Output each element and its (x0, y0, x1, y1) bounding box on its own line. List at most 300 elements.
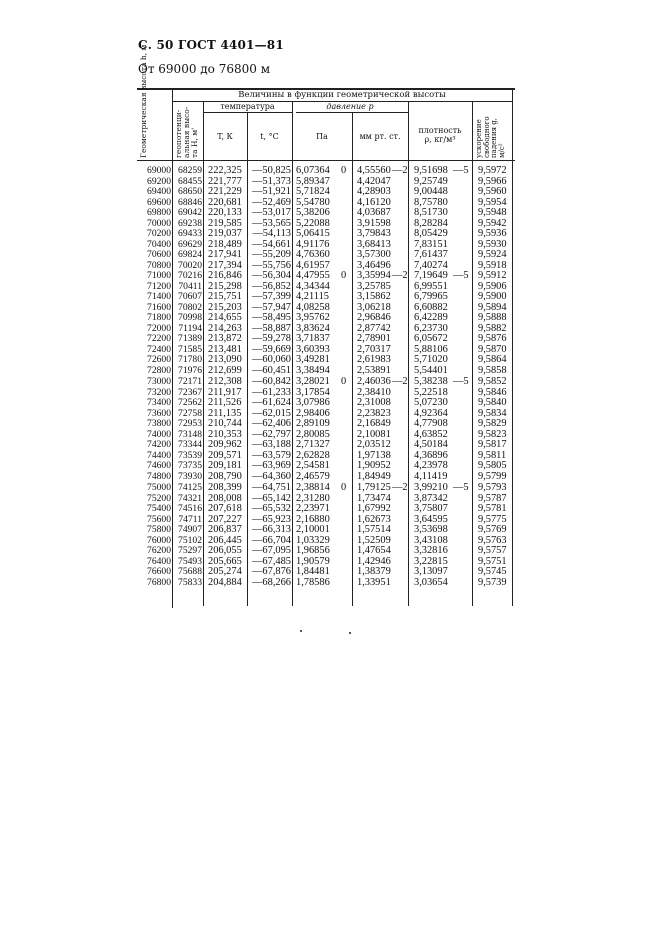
table-cell: 2,61983 (357, 354, 391, 366)
table-cell: 208,399 (208, 482, 242, 493)
table-cell: 69238 (178, 217, 202, 229)
table-cell: 72171 (178, 376, 202, 387)
exponent-marker: —5 (453, 270, 469, 281)
table-cell: 71200 (147, 280, 171, 292)
table-cell: 209,962 (208, 439, 242, 451)
table-cell: 76600 (147, 566, 171, 578)
table-cell: —65,532 (252, 503, 291, 515)
col-rule (352, 112, 353, 606)
table-cell: —63,579 (252, 449, 291, 461)
table-cell: —60,451 (252, 364, 291, 376)
table-cell: 70800 (147, 259, 171, 271)
table-cell: 9,5799 (478, 470, 507, 482)
table-cell: —56,304 (252, 270, 291, 281)
table-cell: 5,38206 (296, 207, 330, 219)
table-cell: 3,28021 (296, 376, 330, 387)
table-cell: 3,46496 (357, 259, 391, 271)
table-cell: 70411 (178, 280, 202, 292)
table-cell: 4,16120 (357, 196, 391, 208)
table-cell: 71389 (178, 333, 202, 345)
header-T: T, К (217, 132, 233, 141)
table-cell: 76400 (147, 555, 171, 567)
table-cell: 219,585 (208, 217, 242, 229)
table-cell: 4,21115 (296, 291, 329, 303)
exponent-marker: —5 (453, 165, 469, 176)
table-cell: 2,10081 (357, 428, 391, 440)
table-cell: 3,06218 (357, 301, 391, 313)
table-cell: 3,22815 (414, 555, 448, 567)
table-cell: 9,51698 (414, 165, 448, 176)
table-cell: 9,5966 (478, 175, 507, 187)
table-cell: 4,11419 (414, 470, 448, 482)
table-cell: 216,846 (208, 270, 242, 281)
table-cell: 2,96846 (357, 312, 391, 324)
table-cell: 71585 (178, 343, 202, 355)
table-cell: 1,33951 (357, 576, 391, 588)
table-cell: 4,61957 (296, 259, 330, 271)
table-cell: 9,5960 (478, 186, 507, 198)
table-cell: 209,181 (208, 460, 242, 472)
col-rule (247, 112, 248, 606)
exponent-marker: —5 (453, 376, 469, 387)
table-cell: 1,84481 (296, 566, 330, 578)
table-cell: 1,97138 (357, 449, 391, 461)
table-cell: 76000 (147, 534, 171, 546)
table-cell: 7,19649 (414, 270, 448, 281)
table-cell: 72200 (147, 333, 171, 345)
table-cell: 3,25785 (357, 280, 391, 292)
table-cell: 9,5763 (478, 534, 507, 546)
table-cell: 215,298 (208, 280, 242, 292)
table-cell: 74907 (178, 524, 202, 536)
table-cell: 1,73474 (357, 492, 391, 504)
table-cell: 6,79965 (414, 291, 448, 303)
exponent-marker: —2 (392, 376, 408, 387)
table-cell: 5,06415 (296, 228, 330, 240)
table-cell: 75688 (178, 566, 202, 578)
table-cell: 9,00448 (414, 186, 448, 198)
table-cell: 9,5787 (478, 492, 507, 504)
table-cell: 217,941 (208, 249, 242, 261)
table-cell: —50,825 (252, 165, 291, 176)
table-cell: 3,53698 (414, 524, 448, 536)
table-cell: —63,969 (252, 460, 291, 472)
table-cell: 9,5924 (478, 249, 507, 261)
table-cell: 75600 (147, 513, 171, 525)
table-cell: 75800 (147, 524, 171, 536)
table-cell: 2,16849 (357, 418, 391, 430)
table-cell: 2,89109 (296, 418, 330, 430)
table-cell: 69629 (178, 238, 202, 250)
table-cell: 9,5864 (478, 354, 507, 366)
table-cell: 214,655 (208, 312, 242, 324)
table-cell: 5,07230 (414, 397, 448, 409)
table-cell: —57,399 (252, 291, 291, 303)
table-cell: 70000 (147, 217, 171, 229)
table-cell: 72758 (178, 407, 202, 419)
table-cell: 3,15862 (357, 291, 391, 303)
col-rule (472, 101, 473, 606)
table-cell: 4,34344 (296, 280, 330, 292)
table-cell: 73800 (147, 418, 171, 430)
table-cell: —58,887 (252, 322, 291, 334)
table-cell: 2,70317 (357, 343, 391, 355)
table-cell: 4,50184 (414, 439, 448, 451)
table-cell: 3,57300 (357, 249, 391, 261)
table-cell: 3,71837 (296, 333, 330, 345)
header-density-line: плотность (418, 126, 462, 135)
header-density-line: ρ, кг/м³ (424, 135, 456, 144)
table-cell: 2,80085 (296, 428, 330, 440)
table-cell: 3,68413 (357, 238, 391, 250)
table-cell: 4,42047 (357, 175, 391, 187)
table-cell: 3,60393 (296, 343, 330, 355)
table-cell: 3,79843 (357, 228, 391, 240)
header-gravity-line: ускорение (475, 119, 483, 158)
table-cell: 1,47654 (357, 545, 391, 557)
table-cell: 3,17854 (296, 386, 330, 398)
table-cell: 74125 (178, 482, 202, 493)
table-cell: 211,135 (208, 407, 242, 419)
exponent-marker: 0 (341, 165, 347, 176)
table-cell: 1,57514 (357, 524, 391, 536)
table-cell: —51,921 (252, 186, 291, 198)
table-cell: 208,790 (208, 470, 242, 482)
header-gravity-line: свободного (482, 116, 491, 158)
table-cell: 2,31008 (357, 397, 391, 409)
table-cell: 3,07986 (296, 397, 330, 409)
table-cell: 212,308 (208, 376, 242, 387)
table-cell: 9,5954 (478, 196, 507, 208)
table-cell: 212,699 (208, 364, 242, 376)
table-cell: 8,51730 (414, 207, 448, 219)
table-cell: 4,92364 (414, 407, 448, 419)
table-cell: 3,03654 (414, 576, 448, 588)
table-cell: 2,54581 (296, 460, 330, 472)
table-cell: 9,5739 (478, 576, 507, 588)
table-cell: 205,274 (208, 566, 242, 578)
table-cell: 1,52509 (357, 534, 391, 546)
table-cell: 9,5781 (478, 503, 507, 515)
exponent-marker: 0 (341, 376, 347, 387)
table-cell: 5,71824 (296, 186, 330, 198)
table-cell: 75102 (178, 534, 202, 546)
table-cell: 75297 (178, 545, 202, 557)
table-cell: 3,49281 (296, 354, 330, 366)
table-cell: —61,624 (252, 397, 291, 409)
table-cell: 74200 (147, 439, 171, 451)
table-cell: 73344 (178, 439, 202, 451)
table-cell: 9,5876 (478, 333, 507, 345)
table-cell: —64,751 (252, 482, 291, 493)
table-cell: 73000 (147, 376, 171, 387)
table-cell: 9,5834 (478, 407, 507, 419)
table-cell: 72800 (147, 364, 171, 376)
header-pressure: давление p (326, 102, 374, 111)
table-cell: 2,71327 (296, 439, 330, 451)
table-cell: 6,42289 (414, 312, 448, 324)
table-cell: 4,36896 (414, 449, 448, 461)
table-cell: 4,08258 (296, 301, 330, 313)
table-cell: 69800 (147, 207, 171, 219)
table-cell: 2,23971 (296, 503, 330, 515)
table-cell: 3,99210 (414, 482, 448, 493)
table-cell: 3,43108 (414, 534, 448, 546)
table-cell: 6,05672 (414, 333, 448, 345)
exponent-marker: 0 (341, 482, 347, 493)
table-cell: 4,91176 (296, 238, 330, 250)
table-cell: 4,76360 (296, 249, 330, 261)
table-cell: 69824 (178, 249, 202, 261)
range-title: От 69000 до 76800 м (138, 62, 271, 76)
table-cell: 5,88106 (414, 343, 448, 355)
table-cell: 6,23730 (414, 322, 448, 334)
table-cell: —55,756 (252, 259, 291, 271)
table-cell: 3,95762 (296, 312, 330, 324)
table-cell: 1,67992 (357, 503, 391, 515)
table-cell: 68650 (178, 186, 202, 198)
table-cell: 69400 (147, 186, 171, 198)
table-cell: 2,98406 (296, 407, 330, 419)
table-cell: 206,837 (208, 524, 242, 536)
table-cell: 68846 (178, 196, 202, 208)
table-cell: 207,618 (208, 503, 242, 515)
table-cell: 204,884 (208, 576, 242, 588)
table-cell: 4,23978 (414, 460, 448, 472)
table-cell: 5,54401 (414, 364, 448, 376)
table-cell: 73930 (178, 470, 202, 482)
table-cell: 73400 (147, 397, 171, 409)
table-cell: 69042 (178, 207, 202, 219)
table-cell: 1,03329 (296, 534, 330, 546)
table-cell: 9,5745 (478, 566, 507, 578)
table-cell: 210,353 (208, 428, 242, 440)
table-cell: 5,22518 (414, 386, 448, 398)
table-cell: 73539 (178, 449, 202, 461)
table-cell: 2,03512 (357, 439, 391, 451)
table-cell: 3,83624 (296, 322, 330, 334)
table-cell: 206,445 (208, 534, 242, 546)
header-geopotential-line: геопотенци- (174, 109, 183, 158)
table-cell: 68455 (178, 175, 202, 187)
table-cell: 71780 (178, 354, 202, 366)
table-cell: 8,75780 (414, 196, 448, 208)
table-cell: 221,777 (208, 175, 242, 187)
table-cell: 9,5894 (478, 301, 507, 313)
table-cell: 2,53891 (357, 364, 391, 376)
table-cell: 1,84949 (357, 470, 391, 482)
table-cell: 214,263 (208, 322, 242, 334)
table-cell: 76800 (147, 576, 171, 588)
header-quantities: Величины в функции геометрической высоты (238, 90, 446, 100)
table-cell: —62,015 (252, 407, 291, 419)
table-cell: 218,489 (208, 238, 242, 250)
table-cell: —62,406 (252, 418, 291, 430)
table-cell: 221,229 (208, 186, 242, 198)
header-geopotential-line: та H, м' (190, 127, 199, 158)
table-cell: 1,78586 (296, 576, 330, 588)
table-cell: —53,017 (252, 207, 291, 219)
table-cell: 9,5840 (478, 397, 507, 409)
table-cell: 74800 (147, 470, 171, 482)
table-cell: 70607 (178, 291, 202, 303)
table-cell: 76200 (147, 545, 171, 557)
table-cell: 73735 (178, 460, 202, 472)
table-cell: 6,99551 (414, 280, 448, 292)
table-cell: 4,47955 (296, 270, 330, 281)
table-cell: 9,5882 (478, 322, 507, 334)
table-cell: 213,481 (208, 343, 242, 355)
table-cell: 9,5900 (478, 291, 507, 303)
header-gravity-line: м/с² (497, 143, 506, 158)
table-cell: 2,46036 (357, 376, 391, 387)
table-cell: 9,25749 (414, 175, 448, 187)
table-cell: 2,46579 (296, 470, 330, 482)
table-cell: 1,90952 (357, 460, 391, 472)
table-cell: 74711 (178, 513, 202, 525)
table-cell: 75200 (147, 492, 171, 504)
table-cell: 213,090 (208, 354, 242, 366)
table-cell: —54,113 (252, 228, 291, 240)
table-cell: 75493 (178, 555, 202, 567)
table-cell: 3,91598 (357, 217, 391, 229)
table-cell: 70600 (147, 249, 171, 261)
table-cell: —60,842 (252, 376, 291, 387)
header-t: t, °С (260, 132, 279, 141)
table-cell: 75833 (178, 576, 202, 588)
table-cell: 206,055 (208, 545, 242, 557)
table-cell: 7,40274 (414, 259, 448, 271)
table-cell: 71800 (147, 312, 171, 324)
table-cell: 72000 (147, 322, 171, 334)
table-cell: 220,681 (208, 196, 242, 208)
table-cell: 70802 (178, 301, 202, 313)
table-cell: 4,28903 (357, 186, 391, 198)
table-cell: 74600 (147, 460, 171, 472)
table-cell: 69000 (147, 165, 171, 176)
table-cell: 215,751 (208, 291, 242, 303)
table-cell: 3,35994 (357, 270, 391, 281)
header-density (408, 126, 472, 144)
table-cell: —67,485 (252, 555, 291, 567)
table-cell: 209,571 (208, 449, 242, 461)
table-cell: —67,095 (252, 545, 291, 557)
table-cell: 219,037 (208, 228, 242, 240)
header-pa: Па (316, 132, 328, 141)
table-cell: 3,38494 (296, 364, 330, 376)
table-cell: 75000 (147, 482, 171, 493)
table-cell: 9,5793 (478, 482, 507, 493)
table-cell: 9,5936 (478, 228, 507, 240)
table-cell: 2,78901 (357, 333, 391, 345)
header-geopotential (175, 100, 199, 158)
table-cell: —52,469 (252, 196, 291, 208)
table-cell: —65,923 (252, 513, 291, 525)
table-cell: 71194 (178, 322, 202, 334)
table-cell: 2,16880 (296, 513, 330, 525)
table-cell: —56,852 (252, 280, 291, 292)
table-cell: 2,38410 (357, 386, 391, 398)
table-cell: 9,5918 (478, 259, 507, 271)
table-cell: 75400 (147, 503, 171, 515)
table-cell: 3,75807 (414, 503, 448, 515)
table-cell: 222,325 (208, 165, 242, 176)
table-cell: 5,89347 (296, 175, 330, 187)
table-cell: —62,797 (252, 428, 291, 440)
table-cell: 71976 (178, 364, 202, 376)
table-cell: 9,5751 (478, 555, 507, 567)
table-cell: —59,278 (252, 333, 291, 345)
header-bottom-rule (137, 160, 515, 161)
table-cell: —57,947 (252, 301, 291, 313)
table-cell: 213,872 (208, 333, 242, 345)
table-cell: 8,05429 (414, 228, 448, 240)
table-cell: 9,5948 (478, 207, 507, 219)
table-cell: 4,63852 (414, 428, 448, 440)
table-cell: 71400 (147, 291, 171, 303)
table-cell: —66,704 (252, 534, 291, 546)
table-cell: 5,54780 (296, 196, 330, 208)
table-cell: 2,10001 (296, 524, 330, 536)
table-cell: —54,661 (252, 238, 291, 250)
table-cell: 9,5852 (478, 376, 507, 387)
header-gravity (476, 103, 506, 158)
table-cell: 9,5817 (478, 439, 507, 451)
exponent-marker: —2 (392, 165, 408, 176)
table-cell: 9,5870 (478, 343, 507, 355)
table-cell: 9,5912 (478, 270, 507, 281)
table-cell: 3,87342 (414, 492, 448, 504)
scan-speck (349, 632, 351, 634)
table-cell: 210,744 (208, 418, 242, 430)
table-cell: —60,060 (252, 354, 291, 366)
table-cell: 1,96856 (296, 545, 330, 557)
table-cell: 4,03687 (357, 207, 391, 219)
table-cell: 71600 (147, 301, 171, 313)
table-cell: 9,5805 (478, 460, 507, 472)
table-cell: 9,5930 (478, 238, 507, 250)
scan-speck (300, 630, 302, 632)
col-rule (512, 88, 513, 606)
table-cell: 8,28284 (414, 217, 448, 229)
header-geopotential-line: альная высо- (182, 106, 191, 158)
table-cell: 73200 (147, 386, 171, 398)
table-cell: 5,71020 (414, 354, 448, 366)
table-cell: 211,917 (208, 386, 242, 398)
table-cell: 70998 (178, 312, 202, 324)
table-cell: 220,133 (208, 207, 242, 219)
exponent-marker: —5 (453, 482, 469, 493)
col-rule (172, 88, 173, 608)
table-cell: 217,394 (208, 259, 242, 271)
table-cell: 205,665 (208, 555, 242, 567)
table-cell: 2,23823 (357, 407, 391, 419)
table-cell: 9,5858 (478, 364, 507, 376)
table-cell: 73600 (147, 407, 171, 419)
header-temperature: температура (220, 102, 275, 111)
table-cell: 215,203 (208, 301, 242, 313)
table-cell: 9,5775 (478, 513, 507, 525)
table-cell: 208,008 (208, 492, 242, 504)
table-cell: 1,38379 (357, 566, 391, 578)
table-cell: —55,209 (252, 249, 291, 261)
table-cell: 70216 (178, 270, 202, 281)
table-cell: 2,87742 (357, 322, 391, 334)
table-cell: 6,07364 (296, 165, 330, 176)
table-cell: 9,5972 (478, 165, 507, 176)
table-cell: 3,64595 (414, 513, 448, 525)
table-cell: 1,79125 (357, 482, 391, 493)
